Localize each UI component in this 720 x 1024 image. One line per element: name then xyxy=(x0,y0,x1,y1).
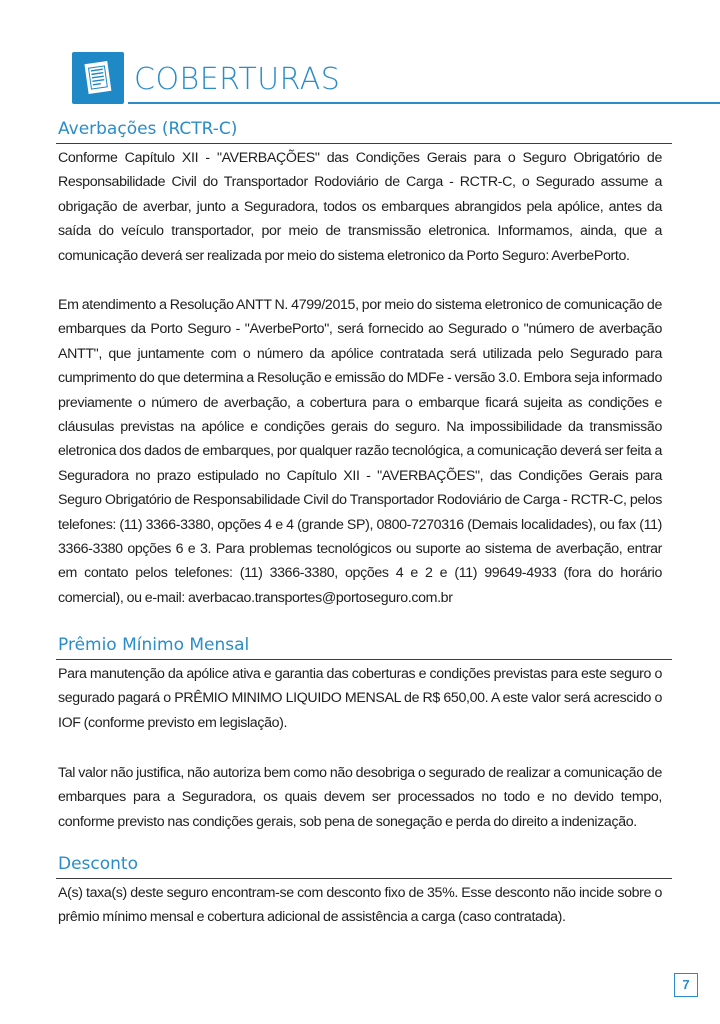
document-icon xyxy=(72,52,124,104)
section-divider xyxy=(56,143,672,144)
section-heading-averbacoes: Averbações (RCTR-C) xyxy=(58,119,238,139)
paragraph-averbacoes-antt: Em atendimento a Resolução ANTT N. 4799/2015, por meio do sistema eletronico de comunicação de embarques da Porto Seguro - "AverbePorto", será fornecido ao Segurado o "número de averbação ANTT", que juntamente com o número da apólice contratada será utilizada pelo Segurado para cumprimento do que determina a Resolução e emissão do MDFe - versão 3.0. Embora seja informado previamente o número de averbação, a cobertura para o embarque ficará sujeita as condições e cláusulas previstas na apólice e condições gerais do seguro. Na impossibilidade da transmissão eletronica dos dados de embarques, por qualquer razão tecnológica, a comunicação deverá ser feita a Seguradora no prazo estipulado no Capítulo XII - "AVERBAÇÕES", das Condições Gerais para Seguro Obrigatório de Responsabilidade Civil do Transportador Rodoviário de Carga - RCTR-C, pelos telefones: (11) 3366-3380, opções 4 e 4 (grande SP), 0800-7270316 (Demais localidades), ou fax (11) 3366-3380 opções 6 e 3. Para problemas tecnológicos ou suporte ao sistema de averbação, entrar em contato pelos telefones: (11) 3366-3380, opções 4 e 2 e (11) 99649-4933 (fora do horário comercial), ou e-mail: averbacao.transportes@portoseguro.com.br xyxy=(58,297,662,606)
paragraph-premio-observacao: Tal valor não justifica, não autoriza bem como não desobriga o segurado de realizar a comunicação de embarques para a Seguradora, os quais devem ser processados no todo e no devido tempo, conforme previsto nas condições gerais, sob pena de sonegação e perda do direito a indenização. xyxy=(58,765,662,830)
section-heading-desconto: Desconto xyxy=(58,854,138,874)
paragraph-premio-minimo: Para manutenção da apólice ativa e garantia das coberturas e condições previstas para este seguro o segurado pagará o PRÊMIO MINIMO LIQUIDO MENSAL de R$ 650,00. A este valor será acrescido o IOF (conforme previsto em legislação). xyxy=(58,666,662,731)
section-heading-premio-minimo: Prêmio Mínimo Mensal xyxy=(58,635,250,655)
page-header xyxy=(0,46,720,108)
page-number: 7 xyxy=(674,973,698,997)
section-divider xyxy=(56,878,672,879)
paragraph-desconto: A(s) taxa(s) deste seguro encontram-se com desconto fixo de 35%. Esse desconto não incide sobre o prêmio mínimo mensal e cobertura adicional de assistência a carga (caso contratada). xyxy=(58,885,662,926)
header-divider xyxy=(128,102,720,104)
section-divider xyxy=(56,659,672,660)
paragraph-averbacoes-intro: Conforme Capítulo XII - "AVERBAÇÕES" das Condições Gerais para o Seguro Obrigatório de Responsabilidade Civil do Transportador Rodoviário de Carga - RCTR-C, o Segurado assume a obrigação de averbar, junto a Seguradora, todos os embarques abrangidos pela apólice, antes da saída do veículo transportador, por meio de transmissão eletronica. Informamos, ainda, que a comunicação deverá ser realizada por meio do sistema eletronico da Porto Seguro: AverbePorto. xyxy=(58,150,662,264)
page-title: COBERTURAS xyxy=(134,62,341,97)
